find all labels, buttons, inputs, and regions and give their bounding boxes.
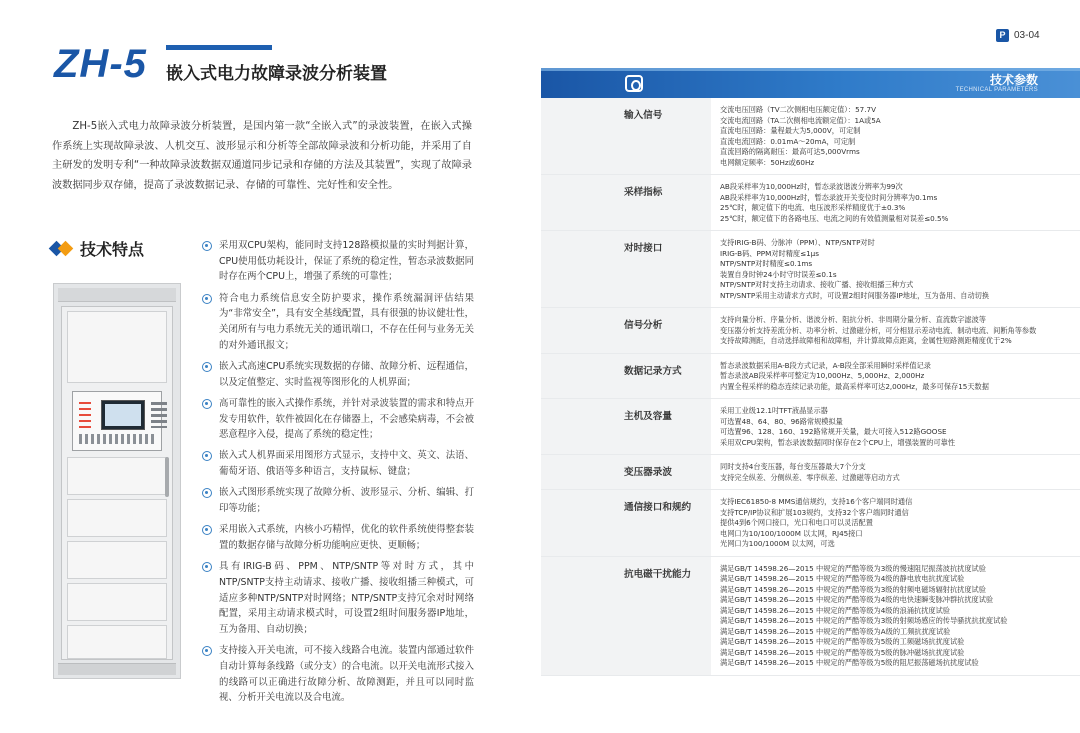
spec-line: NTP/SNTP对时支持主动请求、接收广播、接收组播三种方式 — [720, 280, 914, 289]
spec-label: 对时接口 — [541, 231, 711, 307]
table-row — [541, 231, 1080, 308]
lcd-screen — [101, 400, 145, 430]
list-item: 符合电力系统信息安全防护要求，操作系统漏洞评估结果为“非常安全”，具有安全基线配置，具有很强的协议健壮性，关闭所有与电力系统无关的通讯端口，不存在任何与业务无关的对外通讯报文； — [202, 291, 474, 354]
spec-line: 直流回路的隔离耐压：最高可达5,000Vrms — [720, 147, 860, 156]
product-model: ZH-5 — [54, 42, 147, 86]
spec-values — [711, 354, 1080, 399]
spec-line: IRIG-B码、PPM对时精度≤1μs — [720, 248, 819, 258]
spec-line: 暂态录波AB段采样率可整定为10,000Hz、5,000Hz、2,000Hz — [720, 371, 925, 380]
spec-line: NTP/SNTP对时精度≤0.1ms — [720, 259, 813, 268]
spec-line: 内置全程采样的稳态连续记录功能，最高采样率可达2,000Hz，最多可保存15天数据 — [720, 381, 989, 391]
spec-line: 满足GB/T 14598.26—2015 中规定的严酷等级为5级的工频磁场抗扰度试验 — [720, 637, 965, 646]
table-row — [541, 399, 1080, 455]
diamond-icon — [50, 239, 74, 259]
spec-line: 25℃时，额定值下的各路电压、电流之间的有效值测量相对误差≤0.5% — [720, 213, 949, 223]
bullet-icon — [202, 646, 212, 656]
spec-line: 电网口为10/100/1000M 以太网，RJ45接口 — [720, 528, 863, 538]
spec-values — [711, 399, 1080, 454]
spec-values — [711, 231, 1080, 307]
specs-table — [541, 98, 1080, 676]
specs-header — [541, 68, 1080, 98]
spec-line: 暂态录波数据采用A-B段方式记录，A-B段全部采用瞬时采样值记录 — [720, 360, 931, 370]
spec-line: 可选置48、64、80、96路常规模拟量 — [720, 416, 843, 426]
bullet-icon — [202, 488, 212, 498]
spec-line: 满足GB/T 14598.26—2015 中规定的严酷等级为5级的脉冲磁场抗扰度试验 — [720, 647, 965, 657]
spec-line: 提供4到6个网口接口，光口和电口可以灵活配置 — [720, 518, 873, 527]
table-row — [541, 175, 1080, 231]
list-item: 嵌入式人机界面采用图形方式显示，支持中文、英文、法语、葡萄牙语、俄语等多种语言，支持鼠标、键盘； — [202, 448, 474, 479]
bullet-icon — [202, 399, 212, 409]
spec-label: 数据记录方式 — [541, 354, 711, 399]
page-number — [996, 29, 1040, 42]
spec-line: 支持IRIG-B码、分脉冲（PPM）、NTP/SNTP对时 — [720, 238, 875, 247]
spec-line: 装置自身时钟24小时守时误差≤0.1s — [720, 269, 837, 279]
spec-values — [711, 557, 1080, 675]
list-item: 支持接入开关电流，可不接入线路合电流。装置内部通过软件自动计算每条线路（或分支）的合电流。以开关电流形式接入的线路可以正确进行故障分析、故障测距，并且可以同时监视、分析开关电流以及合电流。 — [202, 643, 474, 706]
cabinet-handle — [165, 457, 169, 497]
table-row — [541, 490, 1080, 557]
table-row — [541, 354, 1080, 400]
spec-line: 直流电压回路：量程最大为5,000V，可定制 — [720, 126, 861, 135]
spec-label: 采样指标 — [541, 175, 711, 230]
table-row — [541, 308, 1080, 354]
spec-label: 通信接口和规约 — [541, 490, 711, 556]
intro-paragraph: ZH-5嵌入式电力故障录波分析装置，是国内第一款“全嵌入式”的录波装置，在嵌入式操作系统上实现故障录波、人机交互、波形显示和分析等全部故障录波和分析功能，并采用了自主研发的发明专利“一种故障录波数据双通道同步记录和存储的方法及其装置”，实现了故障录波数据同步双存储，提高了录波数据记录、存储的可靠性、完好性和安全性。 — [52, 121, 472, 191]
spec-line: 可选置96、128、160、192路常规开关量，最大可接入512路GOOSE — [720, 427, 947, 436]
spec-line: 采用双CPU架构，暂态录波数据同时保存在2个CPU上，增强装置的可靠性 — [720, 437, 956, 447]
bullet-icon — [202, 562, 212, 572]
page-badge: P — [996, 29, 1009, 42]
spec-line: 直流电流回路：0.01mA～20mA，可定制 — [720, 136, 856, 146]
spec-line: 满足GB/T 14598.26—2015 中规定的严酷等级为3级的射频场感应的传导骚扰抗扰度试验 — [720, 616, 1008, 625]
brand-accent-bar — [166, 45, 272, 50]
spec-line: 支持TCP/IP协议和扩展103规约，支持32个客户端同时通信 — [720, 507, 909, 517]
list-item: 嵌入式高速CPU系统实现数据的存储、故障分析、远程通信，以及定值整定、实时监视等图形化的人机界面； — [202, 359, 474, 390]
list-item: 采用嵌入式系统，内核小巧精悍，优化的软件系统使得整套装置的数据存储与故障分析功能响应更快、更顺畅； — [202, 522, 474, 553]
bullet-icon — [202, 525, 212, 535]
product-name: 嵌入式电力故障录波分析装置 — [166, 64, 387, 84]
table-row — [541, 557, 1080, 676]
bullet-icon — [202, 362, 212, 372]
spec-line: 满足GB/T 14598.26—2015 中规定的严酷等级为4级的静电放电抗扰度试验 — [720, 574, 965, 583]
features-list — [202, 238, 474, 711]
recorder-device — [72, 391, 162, 451]
spec-line: AB段采样率为10,000Hz时，暂态录波谐波分辨率为99次 — [720, 182, 903, 191]
spec-line: AB段采样率为10,000Hz时，暂态录波开关变位时间分辨率为0.1ms — [720, 192, 938, 202]
spec-line: 同时支持4台变压器，每台变压器最大7个分支 — [720, 462, 866, 471]
spec-label: 变压器录波 — [541, 455, 711, 489]
table-row — [541, 455, 1080, 490]
features-title: 技术特点 — [80, 240, 145, 259]
spec-line: 支持完全纵差、分侧纵差、零序纵差、过激磁等启动方式 — [720, 472, 900, 482]
spec-line: 支持故障测距，自动选择故障相和故障相，并计算故障点距离，金属性短路测距精度优于2% — [720, 336, 1012, 345]
spec-line: 采用工业级12.1吋TFT液晶显示器 — [720, 406, 828, 415]
list-item: 采用双CPU架构，能同时支持128路模拟量的实时判据计算，CPU使用低功耗设计，保证了系统的稳定性，暂态录波数据同时存在两个CPU上，增强了系统的可靠性； — [202, 238, 474, 285]
bullet-icon — [202, 241, 212, 251]
spec-label: 信号分析 — [541, 308, 711, 353]
spec-label: 主机及容量 — [541, 399, 711, 454]
spec-line: 满足GB/T 14598.26—2015 中规定的严酷等级为4级的浪涌抗扰度试验 — [720, 605, 950, 615]
spec-line: 满足GB/T 14598.26—2015 中规定的严酷等级为3级的射频电磁场辐射抗扰度试验 — [720, 584, 986, 594]
table-row — [541, 98, 1080, 175]
spec-line: 25℃时，额定值下的电流、电压波形采样精度优于±0.3% — [720, 203, 906, 212]
spec-values — [711, 308, 1080, 353]
gear-icon — [625, 75, 643, 92]
list-item: 具有IRIG-B码、PPM、NTP/SNTP等对时方式，其中NTP/SNTP支持主动请求、接收广播、接收组播三种模式，可适应多种NTP/SNTP对时网络；NTP/SNTP支持冗余对时网络配置，采用主动请求模式时，可设置2组时间服务器IP地址，互为备用、自动切换； — [202, 559, 474, 638]
spec-line: 满足GB/T 14598.26—2015 中规定的严酷等级为4级的电快速瞬变脉冲群抗扰度试验 — [720, 595, 994, 604]
spec-line: 支持IEC61850-8 MMS通信规约，支持16个客户端同时通信 — [720, 497, 913, 506]
list-item: 高可靠性的嵌入式操作系统，并针对录波装置的需求和特点开发专用软件，软件被固化在存储器上，不会感染病毒，不会被恶意程序入侵，提高了系统的稳定性； — [202, 396, 474, 443]
spec-line: 支持向量分析、序量分析、谐波分析、阻抗分析、非周期分量分析、直流数字滤波等 — [720, 315, 986, 324]
features-heading — [50, 237, 144, 260]
spec-line: 满足GB/T 14598.26—2015 中规定的严酷等级为A级的工频抗扰度试验 — [720, 626, 951, 636]
spec-line: 交流电压回路（TV二次侧相电压额定值）：57.7V — [720, 105, 877, 114]
spec-values — [711, 175, 1080, 230]
spec-line: 电网额定频率：50Hz或60Hz — [720, 157, 815, 167]
list-item: 嵌入式图形系统实现了故障分析、波形显示、分析、编辑、打印等功能； — [202, 485, 474, 516]
spec-line: 变压器分析支持差流分析、功率分析、过激磁分析，可分相显示差动电流、制动电流、间断角等参数 — [720, 325, 1037, 335]
spec-label: 输入信号 — [541, 98, 711, 174]
page-number-text: 03-04 — [1014, 30, 1040, 41]
specs-title: 技术参数 — [989, 73, 1038, 87]
spec-line: 光网口为100/1000M 以太网，可选 — [720, 539, 835, 548]
spec-label: 抗电磁干扰能力 — [541, 557, 711, 675]
specs-subtitle: TECHNICAL PARAMETERS — [955, 87, 1038, 93]
bullet-icon — [202, 451, 212, 461]
spec-values — [711, 490, 1080, 556]
spec-line: NTP/SNTP采用主动请求方式时，可设置2组时间服务器IP地址，互为备用、自动切换 — [720, 290, 990, 300]
spec-values — [711, 455, 1080, 489]
spec-line: 满足GB/T 14598.26—2015 中规定的严酷等级为5级的阻尼振荡磁场抗扰度试验 — [720, 658, 979, 667]
spec-values — [711, 98, 1080, 174]
cabinet-image — [53, 283, 181, 679]
spec-line: 满足GB/T 14598.26—2015 中规定的严酷等级为3级的慢速阻尼振荡波抗扰度试验 — [720, 563, 986, 573]
spec-line: 交流电流回路（TA二次侧相电流额定值）：1A或5A — [720, 115, 881, 125]
bullet-icon — [202, 294, 212, 304]
